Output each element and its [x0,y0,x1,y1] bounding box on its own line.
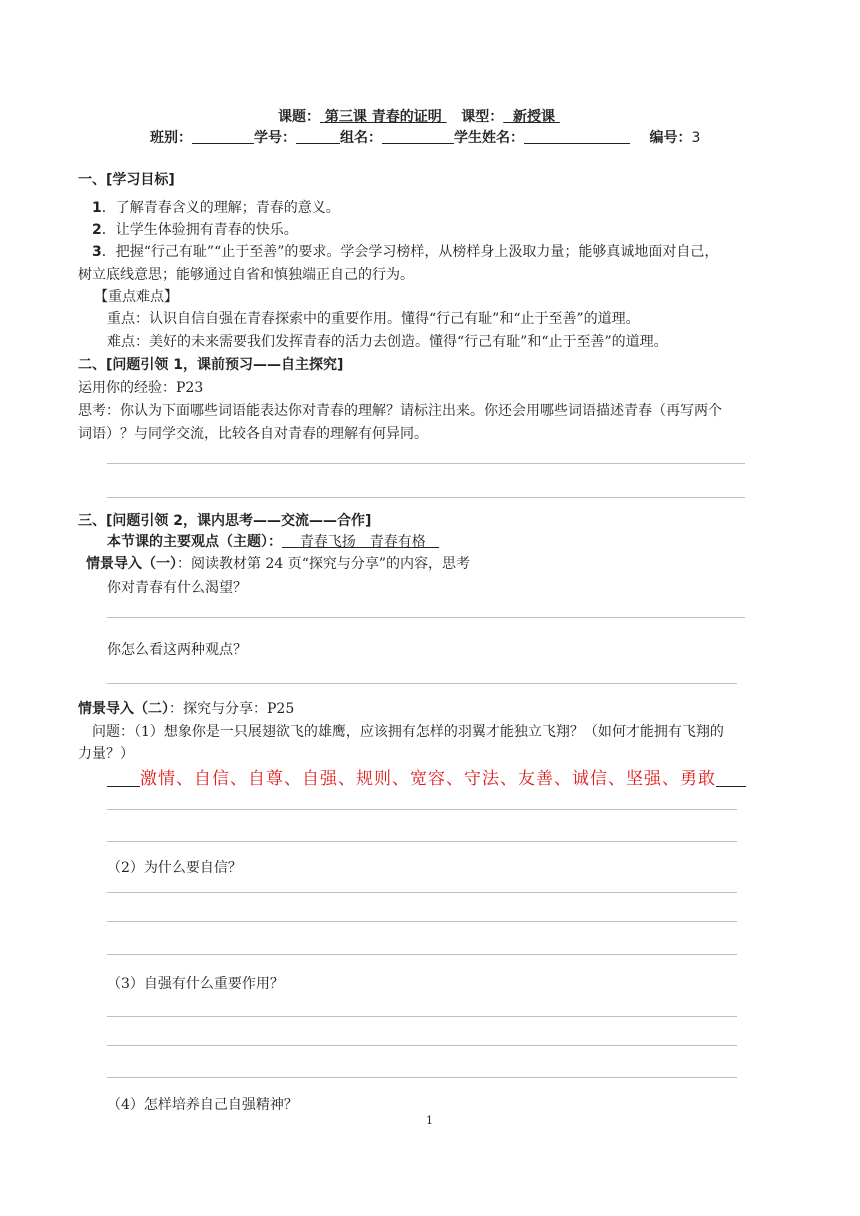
scene1-line [86,553,470,573]
goal-item-3: 3．把握“行己有耻”“止于至善”的要求。学会学习榜样，从榜样身上汲取力量；能够真诚地面对自己， [92,244,719,260]
answer-line[interactable] [107,841,737,842]
scene1-question-2: 你怎么看这两种观点？ [107,642,247,658]
answer-line[interactable] [107,892,737,893]
type-label: 课型： [461,109,504,125]
answer-1-text: 激情、自信、自尊、自强、规则、宽容、守法、友善、诚信、坚强、勇敢 [140,769,716,789]
group-label: 组名： [340,130,382,146]
key-points-title: 【重点难点】 [94,289,178,305]
answer-line[interactable] [107,463,745,464]
class-field[interactable] [192,129,254,144]
answer-line[interactable] [107,683,737,684]
class-label: 班别： [150,130,192,146]
topic-value: 第三课 青春的证明 [324,109,442,125]
answer-line[interactable] [107,1077,737,1078]
answer-line[interactable] [107,809,737,810]
question-2: （2）为什么要自信？ [107,860,242,876]
scene2-line [78,698,294,718]
answer-line[interactable] [107,497,745,498]
student-no-label: 学号： [254,130,296,146]
student-info-line [150,127,700,147]
number-value: 3 [691,130,701,146]
number-label: 编号： [649,130,692,146]
answer-line[interactable] [107,1016,737,1017]
think-line-2: 词语）？与同学交流，比较各自对青春的理解有何异同。 [78,426,428,442]
experience-line: 运用你的经验：P23 [78,380,204,396]
scene1-label: 情景导入（一） [86,556,177,572]
goal-item-2: 2．让学生体验拥有青春的快乐。 [92,222,298,238]
question-1-line-2: 力量？） [78,746,134,762]
question-1-line-1: 问题：（1）想象你是一只展翅欲飞的雄鹰，应该拥有怎样的羽翼才能独立飞翔？（如何才能拥有飞翔的 [92,724,724,740]
goal-item-3-continued: 树立底线意思；能够通过自省和慎独端正自己的行为。 [78,267,414,283]
student-no-field[interactable] [296,129,340,144]
main-view-value: 青春飞扬 青春有格 [299,534,426,550]
answer-1-line [107,764,746,789]
think-line-1: 思考：你认为下面哪些词语能表达你对青春的理解？请标注出来。你还会用哪些词语描述青春（再写两个 [78,403,722,419]
answer-line[interactable] [107,921,737,922]
key-point: 重点：认识自信自强在青春探索中的重要作用。懂得“行己有耻”和“止于至善”的道理。 [107,311,640,327]
answer-line[interactable] [107,1045,737,1046]
question-3: （3）自强有什么重要作用？ [107,976,284,992]
answer-line[interactable] [107,954,737,955]
scene2-text: ：探究与分享：P25 [169,701,295,717]
question-4: （4）怎样培养自己自强精神？ [107,1097,298,1113]
lesson-topic-line [278,106,560,126]
student-name-field[interactable] [524,129,630,144]
scene1-text: ：阅读教材第 24 页“探究与分享”的内容，思考 [177,556,471,572]
section2-title: 二、[问题引领 1，课前预习——自主探究] [78,357,344,373]
main-view-line [107,531,439,551]
scene2-label: 情景导入（二） [78,701,169,717]
scene1-question-1: 你对青春有什么渴望？ [107,580,247,596]
section3-title: 三、[问题引领 2，课内思考——交流——合作] [78,513,372,529]
student-name-label: 学生姓名： [454,130,524,146]
type-value: 新授课 [513,109,555,125]
section1-title: 一、[学习目标] [78,172,175,188]
goal-item-1: 1．了解青春含义的理解；青春的意义。 [92,200,340,216]
difficult-point: 难点：美好的未来需要我们发挥青春的活力去创造。懂得“行己有耻”和“止于至善”的道理。 [107,334,668,350]
topic-label: 课题： [278,109,320,125]
main-view-label: 本节课的主要观点（主题）： [107,534,282,550]
group-field[interactable] [382,129,454,144]
answer-line[interactable] [107,617,745,618]
page-number: 1 [426,1114,433,1127]
